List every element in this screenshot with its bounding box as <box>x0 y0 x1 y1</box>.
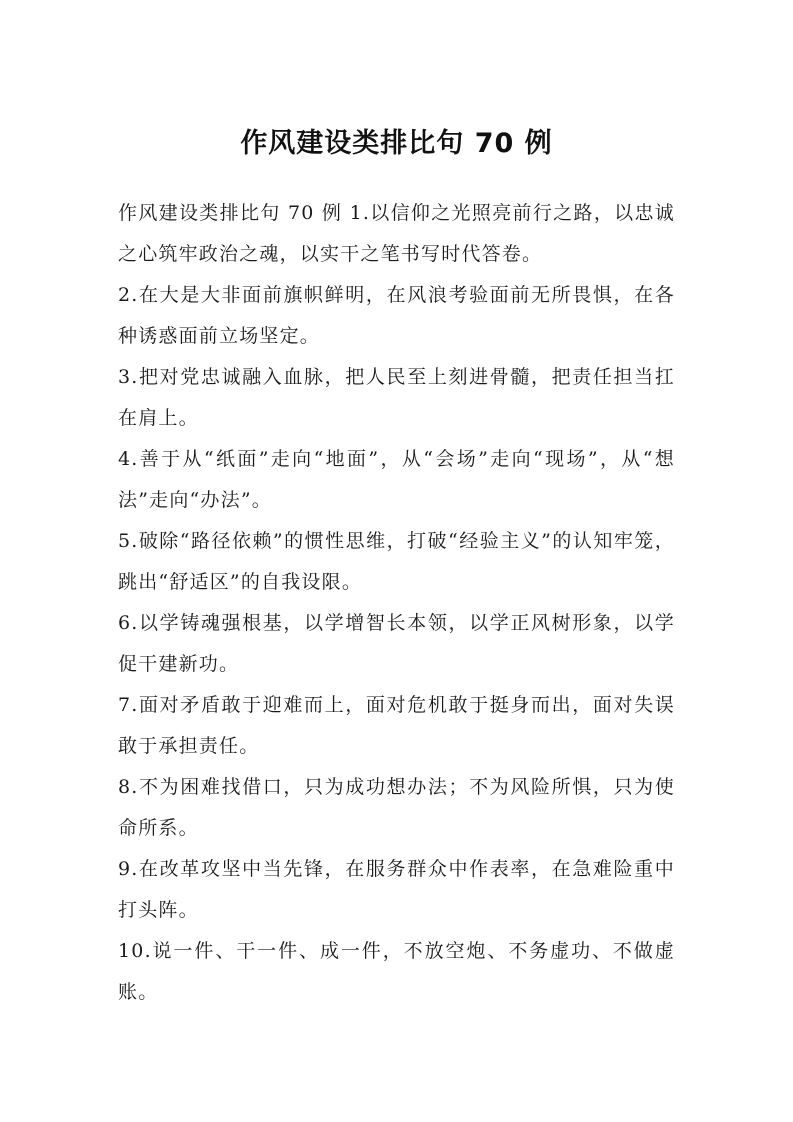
paragraph-10: 10.说一件、干一件、成一件，不放空炮、不务虚功、不做虚账。 <box>118 940 675 1003</box>
paragraph-2: 2.在大是大非面前旗帜鲜明，在风浪考验面前无所畏惧，在各种诱惑面前立场坚定。 <box>118 284 675 347</box>
paragraph-7: 7.面对矛盾敢于迎难而上，面对危机敢于挺身而出，面对失误敢于承担责任。 <box>118 694 675 757</box>
paragraph-1: 作风建设类排比句 70 例 1.以信仰之光照亮前行之路，以忠诚之心筑牢政治之魂，以实干之笔书写时代答卷。 <box>118 202 675 265</box>
paragraph-8: 8.不为困难找借口，只为成功想办法；不为风险所惧，只为使命所系。 <box>118 776 675 839</box>
paragraph-3: 3.把对党忠诚融入血脉，把人民至上刻进骨髓，把责任担当扛在肩上。 <box>118 366 675 429</box>
paragraph-6: 6.以学铸魂强根基，以学增智长本领，以学正风树形象，以学促干建新功。 <box>118 612 675 675</box>
page-title: 作风建设类排比句 70 例 <box>240 128 553 159</box>
paragraph-9: 9.在改革攻坚中当先锋，在服务群众中作表率，在急难险重中打头阵。 <box>118 858 675 921</box>
document-body <box>118 193 675 1013</box>
paragraph-4: 4.善于从“纸面”走向“地面”，从“会场”走向“现场”，从“想法”走向“办法”。 <box>118 448 675 511</box>
paragraph-5: 5.破除“路径依赖”的惯性思维，打破“经验主义”的认知牢笼，跳出“舒适区”的自我设限。 <box>118 530 675 593</box>
